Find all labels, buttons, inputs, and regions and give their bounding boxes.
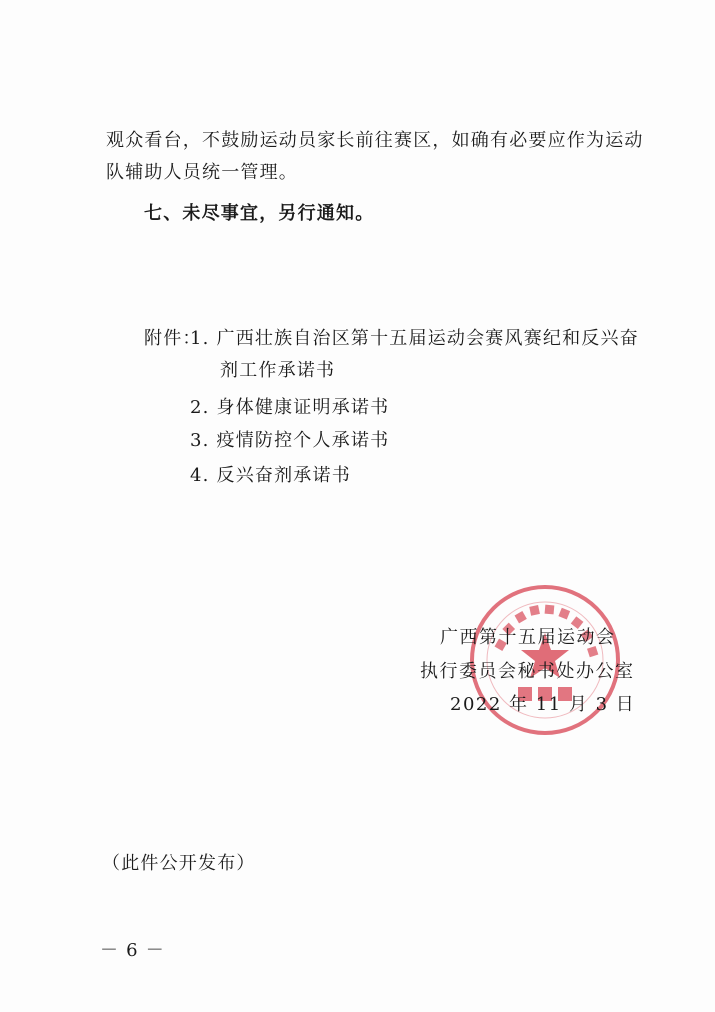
attachment-item-4: 4. 反兴奋剂承诺书	[190, 465, 351, 486]
body-text-line-2: 队辅助人员统一管理。	[106, 162, 298, 183]
signature-org-line-1: 广西第十五届运动会	[440, 627, 616, 648]
attachment-item-2: 2. 身体健康证明承诺书	[190, 397, 390, 418]
page-number: － 6 －	[100, 940, 165, 961]
signature-org-line-2: 执行委员会秘书处办公室	[420, 661, 635, 682]
clause-seven: 七、未尽事宜，另行通知。	[144, 203, 375, 224]
signature-date: 2022 年 11 月 3 日	[450, 694, 636, 715]
attachments-label: 附件：	[144, 328, 202, 349]
attachment-item-1: 1. 广西壮族自治区第十五届运动会赛风赛纪和反兴奋	[190, 328, 639, 349]
attachment-item-3: 3. 疫情防控个人承诺书	[190, 430, 390, 451]
public-release-note: （此件公开发布）	[102, 853, 256, 874]
attachment-item-1-continued: 剂工作承诺书	[220, 360, 336, 381]
body-text-line-1: 观众看台，不鼓励运动员家长前往赛区，如确有必要应作为运动	[106, 130, 644, 151]
